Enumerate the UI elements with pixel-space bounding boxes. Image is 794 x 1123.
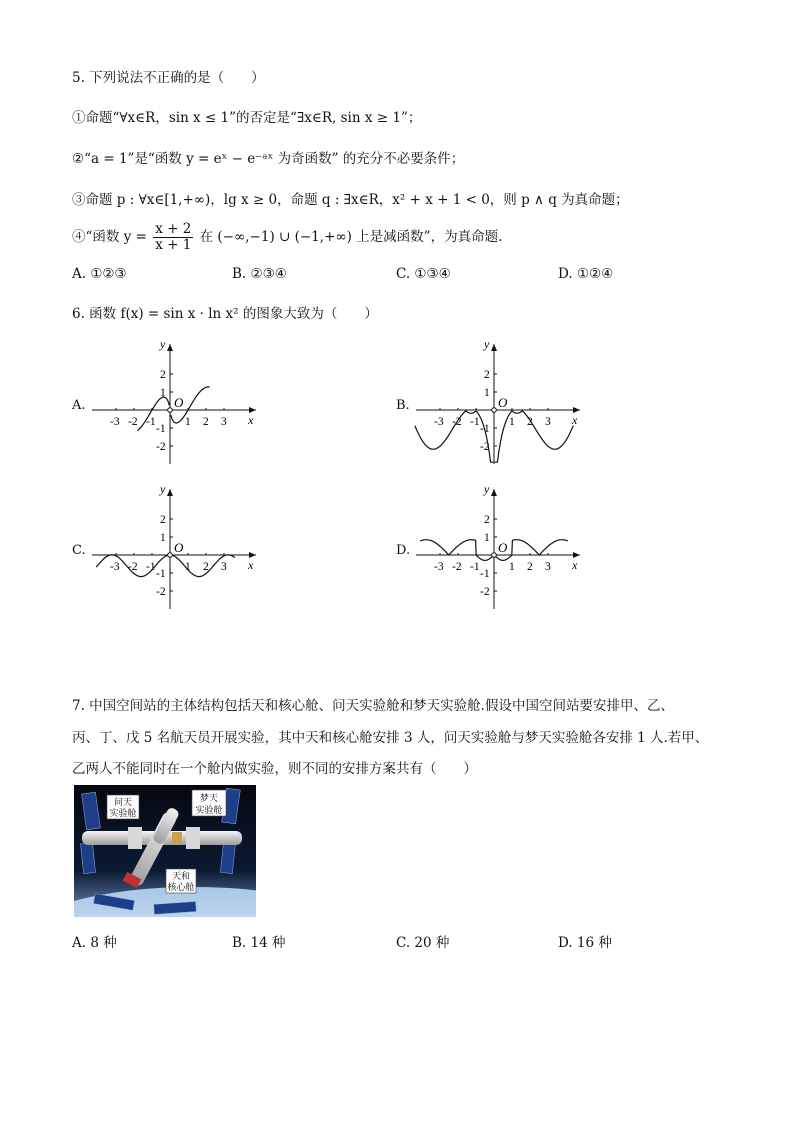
graph-c[interactable] xyxy=(86,481,266,615)
y-axis-label-c: y xyxy=(160,482,166,496)
y-tick-label-a: -2 xyxy=(156,441,166,453)
label-wentian-1: 问天 xyxy=(113,797,133,807)
y-tick-label-c: -1 xyxy=(156,568,166,580)
q7-option-a[interactable]: A. 8 种 xyxy=(72,935,117,951)
x-tick-label-d: 2 xyxy=(527,561,533,573)
y-tick-label-d: -1 xyxy=(480,568,490,580)
graph-a-label: A. xyxy=(72,398,86,413)
x-tick-label-a: -3 xyxy=(110,416,120,428)
y-axis-arrow-d xyxy=(491,489,497,496)
y-axis-arrow-c xyxy=(167,489,173,496)
label-wentian-2: 实验舱 xyxy=(109,808,137,818)
q5-option-d[interactable]: D. ①②④ xyxy=(558,266,614,282)
q7-stem-line-1: 7. 中国空间站的主体结构包括天和核心舱、问天实验舱和梦天实验舱.假设中国空间站要安排甲、乙、 xyxy=(72,698,674,714)
q5-stem: 5. 下列说法不正确的是（ ） xyxy=(72,70,265,86)
q5-s4-numerator: x + 2 xyxy=(155,221,192,237)
graph-d-label: D. xyxy=(396,543,411,558)
y-tick-label-a: -1 xyxy=(156,423,166,435)
q7-option-b[interactable]: B. 14 种 xyxy=(232,935,286,951)
hole-point-c xyxy=(168,553,173,558)
x-tick-label-c: -3 xyxy=(110,561,120,573)
graph-b[interactable] xyxy=(410,336,590,470)
hole-point-b xyxy=(492,408,497,413)
y-tick-label-c: 1 xyxy=(160,532,166,544)
x-tick-label-d: -1 xyxy=(470,561,480,573)
label-tianhe-2: 核心舱 xyxy=(167,882,195,892)
y-tick-label-c: -2 xyxy=(156,586,166,598)
y-tick-label-d: 1 xyxy=(484,532,490,544)
space-station-photo xyxy=(74,785,256,917)
x-tick-label-c: 3 xyxy=(221,561,227,573)
x-tick-label-c: 1 xyxy=(185,561,191,573)
q5-statement-3: ③命题 p : ∀x∈[1,+∞)，lg x ≥ 0，命题 q : ∃x∈R，x² + x + 1 < 0，则 p ∧ q 为真命题； xyxy=(72,192,629,208)
q7-option-d[interactable]: D. 16 种 xyxy=(558,935,612,951)
y-tick-label-d: 2 xyxy=(484,514,490,526)
y-axis-label-d: y xyxy=(484,482,490,496)
x-axis-label-c: x xyxy=(248,558,254,572)
y-axis-label-a: y xyxy=(160,337,166,351)
x-tick-label-c: -1 xyxy=(146,561,156,573)
x-axis-label-d: x xyxy=(572,558,578,572)
q6-stem: 6. 函数 f(x) = sin x · ln x² 的图象大致为（ ） xyxy=(72,306,378,322)
x-tick-label-b: -2 xyxy=(452,416,462,428)
y-tick-label-d: -2 xyxy=(480,586,490,598)
graph-a[interactable] xyxy=(86,336,266,470)
q5-statement-4 xyxy=(72,222,502,253)
y-axis-arrow-b xyxy=(491,344,497,351)
x-tick-label-a: -1 xyxy=(146,416,156,428)
label-mengtian-1: 梦天 xyxy=(199,793,219,803)
y-axis-arrow-a xyxy=(167,344,173,351)
y-axis-label-b: y xyxy=(484,337,490,351)
y-tick-label-b: 2 xyxy=(484,369,490,381)
q7-stem-line-3: 乙两人不能同时在一个舱内做实验，则不同的安排方案共有（ ） xyxy=(72,761,477,777)
q5-option-c[interactable]: C. ①③④ xyxy=(396,266,451,282)
hole-point-a xyxy=(168,408,173,413)
y-tick-label-c: 2 xyxy=(160,514,166,526)
x-tick-label-d: -3 xyxy=(434,561,444,573)
y-tick-label-b: 1 xyxy=(484,387,490,399)
q5-s4-prefix: ④“函数 y = xyxy=(72,229,147,245)
x-tick-label-b: 1 xyxy=(509,416,515,428)
graph-c-label: C. xyxy=(72,543,86,558)
x-tick-label-a: 2 xyxy=(203,416,209,428)
q5-option-b[interactable]: B. ②③④ xyxy=(232,266,287,282)
y-tick-label-b: -2 xyxy=(480,441,490,453)
q7-stem-line-2: 丙、丁、戊 5 名航天员开展实验，其中天和核心舱安排 3 人，问天实验舱与梦天实验舱各安排 1 人.若甲、 xyxy=(72,730,709,746)
y-tick-label-b: -1 xyxy=(480,423,490,435)
x-tick-label-d: -2 xyxy=(452,561,462,573)
y-tick-label-a: 1 xyxy=(160,387,166,399)
hole-point-d xyxy=(492,553,497,558)
q5-s4-denominator: x + 1 xyxy=(155,237,192,253)
origin-label-a: O xyxy=(174,395,184,410)
graph-d[interactable] xyxy=(410,481,590,615)
q5-s4-fraction xyxy=(153,222,193,253)
origin-label-c: O xyxy=(174,540,184,555)
q5-statement-2: ②“a = 1”是“函数 y = eˣ − e⁻ᵃˣ 为奇函数” 的充分不必要条件； xyxy=(72,151,465,167)
x-tick-label-a: 1 xyxy=(185,416,191,428)
x-tick-label-c: -2 xyxy=(128,561,138,573)
x-tick-label-a: -2 xyxy=(128,416,138,428)
x-axis-label-b: x xyxy=(572,413,578,427)
q5-s4-suffix: 在 (−∞,−1) ∪ (−1,+∞) 上是减函数”，为真命题. xyxy=(199,229,503,245)
x-tick-label-b: -3 xyxy=(434,416,444,428)
x-tick-label-b: -1 xyxy=(470,416,480,428)
x-tick-label-d: 3 xyxy=(545,561,551,573)
curve-d-left xyxy=(420,540,493,561)
q5-statement-1: ①命题“∀x∈R，sin x ≤ 1”的否定是“∃x∈R, sin x ≥ 1”； xyxy=(72,110,422,126)
origin-label-b: O xyxy=(498,395,508,410)
x-tick-label-b: 3 xyxy=(545,416,551,428)
x-tick-label-d: 1 xyxy=(509,561,515,573)
y-tick-label-a: 2 xyxy=(160,369,166,381)
x-tick-label-b: 2 xyxy=(527,416,533,428)
x-tick-label-a: 3 xyxy=(221,416,227,428)
x-tick-label-c: 2 xyxy=(203,561,209,573)
q5-option-a[interactable]: A. ①②③ xyxy=(72,266,127,282)
origin-label-d: O xyxy=(498,540,508,555)
label-tianhe-1: 天和 xyxy=(171,871,191,881)
q7-option-c[interactable]: C. 20 种 xyxy=(396,935,450,951)
graph-b-label: B. xyxy=(396,398,410,413)
label-mengtian-2: 实验舱 xyxy=(195,805,223,815)
x-axis-label-a: x xyxy=(248,413,254,427)
curve-b-right xyxy=(495,411,574,462)
